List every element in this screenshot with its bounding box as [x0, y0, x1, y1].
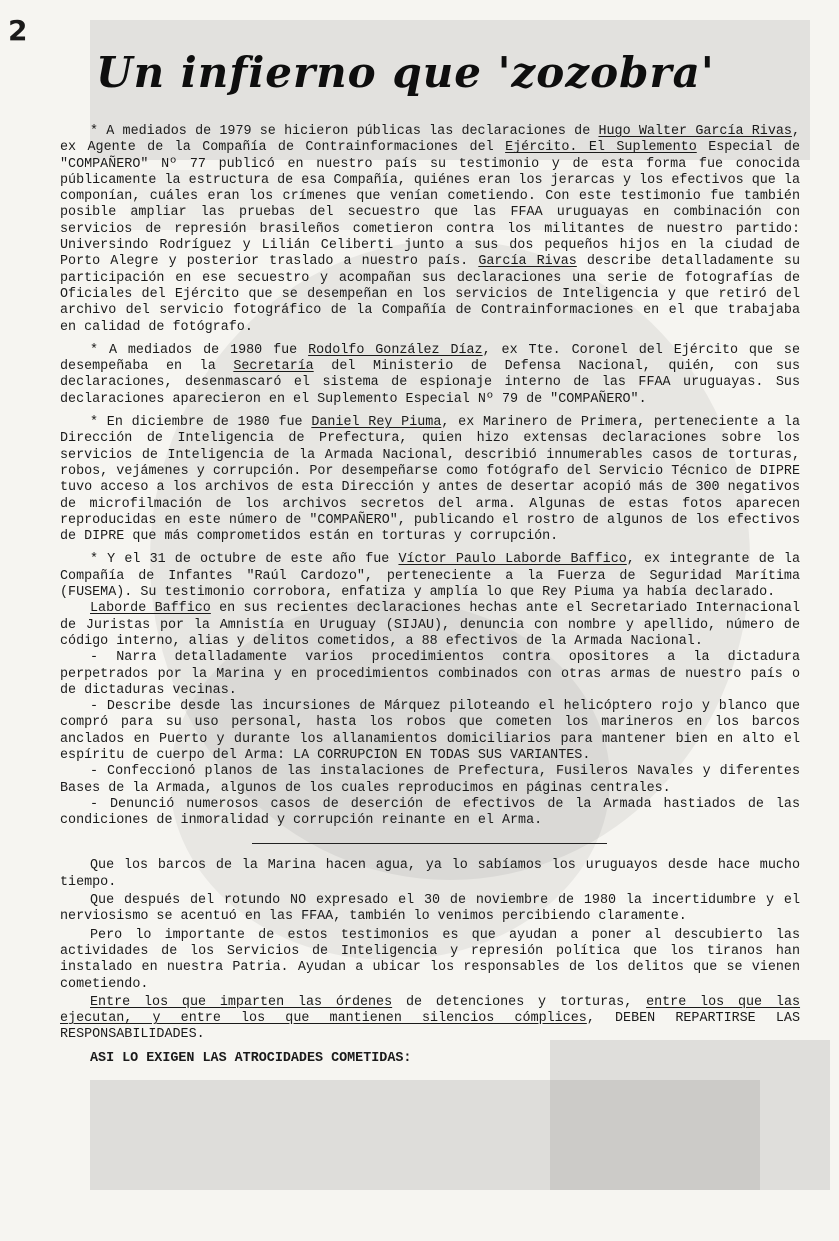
- text: * A mediados de 1979 se hicieron públicas las declaraciones de: [90, 124, 599, 139]
- conclusion-paragraph: [60, 995, 800, 1044]
- text: describe detalladamente su participación en ese secuestro y acompañan sus declaraciones una serie de fotografías de Oficiales del Ejército que se desempeñan en los servicios de Inteligencia y que retiró del archivo del servicio fotográfico de la Compañía de Contrainformaciones en el que trabajaba en calidad de fotógrafo.: [60, 254, 800, 335]
- person-name: García Rivas: [478, 254, 577, 270]
- paragraph-rey-piuma: [60, 415, 800, 545]
- text: , ex integrante de la Compañía de Infantes "Raúl Cardozo", perteneciente a la Fuerza de Seguridad Marítima (FUSEMA). Su testimonio corrobora, enfatiza y amplía lo que Rey Piuma ya había declarado.: [60, 552, 800, 601]
- page-title: Un infierno que 'zozobra': [96, 48, 715, 97]
- paragraph-gonzalez-diaz: [60, 343, 800, 408]
- person-name: Hugo Walter García Rivas: [598, 124, 792, 139]
- closing-statement: ASI LO EXIGEN LAS ATROCIDADES COMETIDAS:: [90, 1050, 412, 1066]
- text: Ejército. El Suplemento: [505, 140, 697, 156]
- text: Entre los que imparten las órdenes: [90, 994, 393, 1010]
- conclusion-paragraph: Pero lo importante de estos testimonios es que ayudan a poner al descubierto las actividades de los Servicios de Inteligencia y represión política que los tiranos han instalado en nuestra Patria. Ayudan a ubicar los responsables de los delitos que se vienen cometiendo.: [60, 927, 800, 992]
- text: * En diciembre de 1980 fue: [90, 415, 312, 431]
- bullet-item: - Confeccionó planos de las instalaciones de Prefectura, Fusileros Navales y diferentes Bases de la Armada, algunos de los cuales reproducimos en páginas centrales.: [60, 764, 800, 796]
- text: , ex Agente de la Compañía de Contrainformaciones del: [60, 124, 800, 156]
- person-name: Víctor Paulo Laborde Baffico: [398, 552, 627, 568]
- text: Secretaría: [233, 359, 314, 375]
- bullet-item: - Narra detalladamente varios procedimientos contra opositores a la dictadura perpetrados por la Marina y en procedimientos combinados con otras armas de nuestro país o de dictaduras vecinas.: [60, 650, 800, 698]
- conclusion-paragraph: Que después del rotundo NO expresado el 30 de noviembre de 1980 la incertidumbre y el nerviosismo se acentuó en las FFAA, también lo venimos percibiendo claramente.: [60, 893, 800, 925]
- text: Especial de "COMPAÑERO" Nº 77 publicó en nuestro país su testimonio y de esta forma fue conocida públicamente la estructura de esa Compañía, quiénes eran los jerarcas y los efectivos que la componían, cuáles eran los crímenes que venían cometiendo. Con este testimonio fue también posible ampliar las pruebas del secuestro que las FFAA uruguayas en combinación con servicios de represión brasileños cometieron contra los militantes de nuestro partido: Universindo Rodríguez y Lilián Celiberti junto a sus dos pequeños hijos en la ciudad de Porto Alegre y posterior traslado a nuestro país.: [60, 140, 800, 270]
- text: , ex Tte. Coronel del Ejército que se desempeñaba en la: [60, 342, 801, 375]
- paragraph-garcia-rivas: [60, 124, 800, 336]
- article-body: [60, 124, 800, 1074]
- person-name: Laborde Baffico: [90, 601, 211, 617]
- text: de detenciones y torturas,: [392, 994, 647, 1010]
- bullet-item: - Denunció numerosos casos de deserción de efectivos de la Armada hastiados de las condiciones de inmoralidad y corrupción reinante en el Arma.: [60, 796, 800, 829]
- text: del Ministerio de Defensa Nacional, quién, con sus declaraciones, desenmascaró el sistema de espionaje interno de las FFAA uruguayas. Sus declaraciones aparecieron en el Suplemento Especial Nº 79 de "COMPAÑERO".: [60, 359, 800, 407]
- text: , ex Marinero de Primera, perteneciente a la Dirección de Inteligencia de Prefectura, quien hizo extensas declaraciones sobre los servicios de Inteligencia de la Armada Nacional, describió innumerables casos de torturas, robos, vejámenes y corrupción. Por desempeñarse como fotógrafo del Servicio Técnico de DIPRE tuvo acceso a los archivos de esta Dirección y antes de desertar acopió más de 300 negativos de microfilmación de los archivos secretos del arma. Algunas de estas fotos aparecen reproducidas en este número de "COMPAÑERO", publicando el rostro de algunos de los efectivos de DIPRE que más comprometidos están en torturas y corrupción.: [60, 415, 801, 545]
- text: , DEBEN REPARTIRSE LAS RESPONSABILIDADES.: [60, 1011, 800, 1043]
- person-name: Daniel Rey Piuma: [311, 415, 442, 431]
- page-number: 2: [8, 14, 28, 47]
- text: entre los que las ejecutan, y entre los que mantienen silencios cómplices: [60, 994, 801, 1027]
- text: * A mediados de 1980 fue: [90, 342, 309, 358]
- paragraph-laborde-baffico: [60, 552, 800, 601]
- conclusion-paragraph: Que los barcos de la Marina hacen agua, ya lo sabíamos los uruguayos desde hace mucho tiempo.: [60, 858, 800, 890]
- person-name: Rodolfo González Díaz: [308, 342, 483, 358]
- bullet-item: - Describe desde las incursiones de Márquez piloteando el helicóptero rojo y blanco que compró para su uso personal, hasta los robos que cometen los marineros en los barcos anclados en Puerto y durante los allanamientos domiciliarios para mantener bien en alto el espíritu de cuerpo del Arma: LA CORRUPCION EN TODAS SUS VARIANTES.: [60, 699, 800, 763]
- text: en sus recientes declaraciones hechas ante el Secretariado Internacional de Juristas por la Amnistía en Uruguay (SIJAU), denuncia con nombre y apellido, número de código interno, alias y delitos cometidos, a 88 efectivos de la Armada Nacional.: [60, 601, 800, 649]
- text: * Y el 31 de octubre de este año fue: [90, 552, 399, 568]
- section-divider: [252, 843, 607, 844]
- paragraph-sijau: [60, 601, 800, 650]
